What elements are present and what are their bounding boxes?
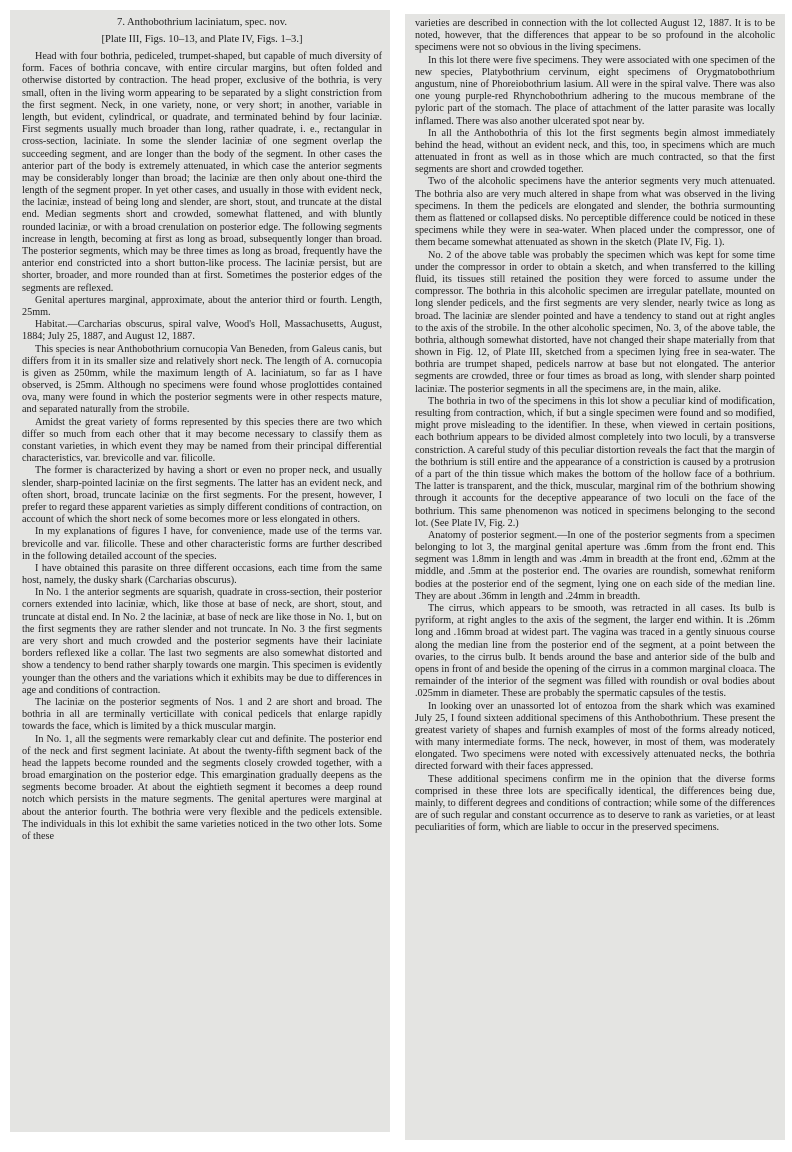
paragraph-conclusion: These additional specimens confirm me in the opinion that the diverse forms comprised in these three lots are specifically identical, the differences being due, mainly, to different degrees and conditions of contraction; while some of the differences are of such regular and constant occurrence as to deserve to rank as varieties, or at least peculiarities of form, which are liable to occur in the preserved specimens. (415, 773, 775, 834)
left-page-column (10, 10, 390, 1132)
paragraph-anthobothria-lot: In all the Anthobothria of this lot the first segments begin almost immediately behind the head, without an evident neck, and this, too, in specimens which are much attenuated in front as well as in those which are much contracted, so that the first segments are short and crowded together. (415, 127, 775, 176)
paragraph-continuation: varieties are described in connection with the lot collected August 12, 1887. It is to be noted, however, that the differences that appear to be so profound in the alcoholic specimens were not so obvious in the living specimens. (415, 18, 775, 54)
paragraph-genital-apertures: Genital apertures marginal, approximate, about the anterior third or fourth. Length, 25mm. (22, 294, 382, 318)
left-body (22, 51, 382, 843)
paragraph-explanations: In my explanations of figures I have, for convenience, made use of the terms var. brevicolle and var. filicolle. These and other characteristic forms are further described in the following detailed account of the species. (22, 526, 382, 562)
paragraph-unassorted-lot: In looking over an unassorted lot of entozoa from the shark which was examined July 25, I found sixteen additional specimens of this Anthobothrium. These present the greatest variety of shapes and furnish examples of most of the forms already noticed, with many intermediate forms. The neck, however, in most of them, was moderately elongated. Two specimens were noted with excessively attenuated necks, the bothria directed forward with their faces appressed. (415, 700, 775, 773)
paragraph-cirrus: The cirrus, which appears to be smooth, was retracted in all cases. Its bulb is pyriform, at right angles to the axis of the segment, the larger end within. It is .26mm long and .16mm broad at widest part. The vagina was traced in a gently sinuous course along the median line from the posterior end of the segment, at a point between the ovaries, to the cirrus bulb. It bends around the base and anterior side of the bulb and opens in front of and beside the opening of the cirrus in a common marginal cloaca. The remainder of the interior of the segment was filled with roundish or oval bodies about .025mm in diameter. These are probably the spermatic capsules of the testis. (415, 603, 775, 700)
plate-reference: [Plate III, Figs. 10–13, and Plate IV, Figs. 1–3.] (101, 34, 303, 45)
species-heading: 7. Anthobothrium laciniatum, spec. nov. (117, 17, 287, 28)
paragraph-varieties: Amidst the great variety of forms represented by this species there are two which differ so much from each other that it may become necessary to classify them as constant varieties, in which event they may be named from their principal differential characteristics, var. brevicolle and var. filicolle. (22, 416, 382, 465)
paragraph-alcoholic-specimens: Two of the alcoholic specimens have the anterior segments very much attenuated. The bothria also are very much altered in shape from what was observed in the living specimens. In them the pedicels are elongated and slender, the bothria surmounting them as flattened or collapsed disks. No perceptible difference could be noticed in these specimens while they were in sea-water. When placed under the compressor, one of them became somewhat attenuated as shown in the sketch (Plate IV, Fig. 1). (415, 176, 775, 249)
paragraph-occasions: I have obtained this parasite on three different occasions, each time from the same host, namely, the dusky shark (Carcharias obscurus). (22, 562, 382, 587)
right-body (415, 18, 775, 835)
paragraph-no-1: In No. 1, all the segments were remarkably clear cut and definite. The posterior end of the neck and first segment laciniate. At about the twenty-fifth segment back of the head the lappets become rounded and the segments closely crowded together, with a broad emargination on the posterior edge. This emargination gradually deepens as the segments become broader. At about the eightieth segment it becomes a deep round notch which persists in the mature segments. The genital apertures were marginal at about the anterior fourth. The bothria were very flexible and the pedicels extensible. The individuals in this lot exhibit the same varieties noticed in the two other lots. Some of these (22, 733, 382, 842)
paragraph-bothria-modification: The bothria in two of the specimens in this lot show a peculiar kind of modification, resulting from contraction, which, if but a single specimen were found and so modified, might prove misleading to the identifier. In these, when viewed in certain positions, each bothrium appears to be divided almost completely into two loculi, by a transverse constriction. A careful study of this peculiar distortion reveals the fact that the margin of the bothrium is still entire and the appearance of a constriction is caused by a protrusion of a part of the thin tissue which makes the bottom of the hollow face of a bothrium. The latter is transparent, and the thick, muscular, marginal rim of the bothrium showing through it accounts for the deceptive appearance of two loculi on the face of the bothrium. This same phenomenon was noticed in specimens belonging to the second lot. (See Plate IV, Fig. 2.) (415, 395, 775, 529)
paragraph-no-2-table: No. 2 of the above table was probably the specimen which was kept for some time under the compressor in order to obtain a sketch, and when transferred to the killing fluid, its tissues still retained the position they were forced to assume under the compressor. The bothria in this alcoholic specimen are irregular patellate, mounted on long slender pedicels, and the first segments are very slender, nearly twice as long as broad. The laciniæ are slender pointed and have a tendency to stand out at right angles to the axis of the strobile. In the other alcoholic specimen, No. 3, of the above table, the bothria, although somewhat distorted, have not changed their shape materially from that shown in Fig. 12, of Plate III, sketched from a specimen lying free in sea-water. The bothria are trumpet shaped, pedicels narrow at base but not elongated. The anterior segments are crowded, three or four times as broad as long, with slender sharp pointed laciniæ. The posterior segments in all the specimens are, in the main, alike. (415, 249, 775, 395)
paragraph-anatomy: Anatomy of posterior segment.—In one of the posterior segments from a specimen belonging to lot 3, the marginal genital aperture was .6mm from the front end. This segment was 1.8mm in length and was .4mm in breadth at the front end, .62mm at the middle, and .5mm at the posterior end. The ovaries are roundish, somewhat reniform bodies at the posterior end of the segment, lying one on each side of the median line. They are about .36mm in length and .24mm in breadth. (415, 529, 775, 602)
paragraph-comparison: This species is near Anthobothrium cornucopia Van Beneden, from Galeus canis, but differs from it in its smaller size and relatively short neck. The length of A. cornucopia is given as 250mm, while the maximum length of A. laciniatum, so far as I have observed, is 25mm. Although no specimens were found whose proglottides contained ova, many were found in which the posterior segments were in other respects mature, and separated naturally from the strobile. (22, 343, 382, 416)
paragraph-lot-associates: In this lot there were five specimens. They were associated with one specimen of the new species, Platybothrium cervinum, eight specimens of Orygmatobothrium angustum, nine of Phoreiobothrium lasium. All were in the spiral valve. There was also one young purple-red Rhynchobothrium adhering to the mucous membrane of the pyloric part of the stomach. The place of attachment of the latter parasite was locally inflamed. There was also another ulcerated spot near by. (415, 54, 775, 127)
paragraph-posterior-laciniae: The laciniæ on the posterior segments of Nos. 1 and 2 are short and broad. The bothria in all are terminally verticillate with conical pedicels that enlarge rapidly towards the face, which is limited by a thick muscular margin. (22, 696, 382, 733)
paragraph-description: Head with four bothria, pediceled, trumpet-shaped, but capable of much diversity of form. Faces of bothria concave, with entire circular margins, but often folded and otherwise distorted by contraction. The head proper, exclusive of the bothria, is very small, often in the living worm appearing to be separated by a slight constriction from the first segment. Neck, in one variety, none, or very short; in another, variable in length, but evident, cylindrical, or quadrate, and terminated behind by four laciniæ. First segments usually much broader than long, rather quadrate, i. e., rectangular in cross-section, laciniate. In some the slender laciniæ of one segment overlap the succeeding segment, and are longer than the body of the segment. In other cases the anterior part of the body is extremely attenuated, in which case the anterior segments may be considerably longer than broad; the laciniæ are then only about one-third the length of the segment proper. In yet other cases, and usually in those with evident neck, the laciniæ, instead of being long and slender, are short, stout, and truncate at the distal end. Median segments short and crowded, somewhat flattened, and with bluntly rounded laciniæ, or with a broad crenulation on posterior edge. The following segments increase in length, becoming at first as long as broad, subsequently longer than broad. The posterior segments, which may be three times as long as broad, frequently have the anterior end constricted into a short button-like process. The laciniæ persist, but are shorter, broader, and more rounded than at first. Sometimes the posterior edges of the segments are reflexed. (22, 51, 382, 294)
right-page-column (405, 14, 785, 1140)
paragraph-habitat: Habitat.—Carcharias obscurus, spiral valve, Wood's Holl, Massachusetts, August, 1884; July 25, 1887, and August 12, 1887. (22, 319, 382, 343)
paragraph-former-latter: The former is characterized by having a short or even no proper neck, and usually slender, sharp-pointed laciniæ on the first segments. The latter has an evident neck, and often short, broad, truncate laciniæ on the first segments. For the present, however, I prefer to regard these apparent varieties as simply different conditions of contraction, on account of which the short neck of some becomes more or less elongated in others. (22, 465, 382, 526)
paragraph-specimens-1-3: In No. 1 the anterior segments are squarish, quadrate in cross-section, their posterior corners extended into laciniæ, which, like those at base of neck, are short, stout, and truncate at distal end. In No. 2 the laciniæ, at base of neck are like those in No. 1, but on the first segments they are rather slender and not truncate. In No. 3 the first segments are very short and much crowded and the posterior segments have their laciniate borders reflexed like a collar. The last two segments are also somewhat distorted and show a tendency to bend rather sharply towards one margin. This specimen is evidently younger than the others and the variations which it exhibits may be due to differences in age and conditions of contraction. (22, 587, 382, 696)
